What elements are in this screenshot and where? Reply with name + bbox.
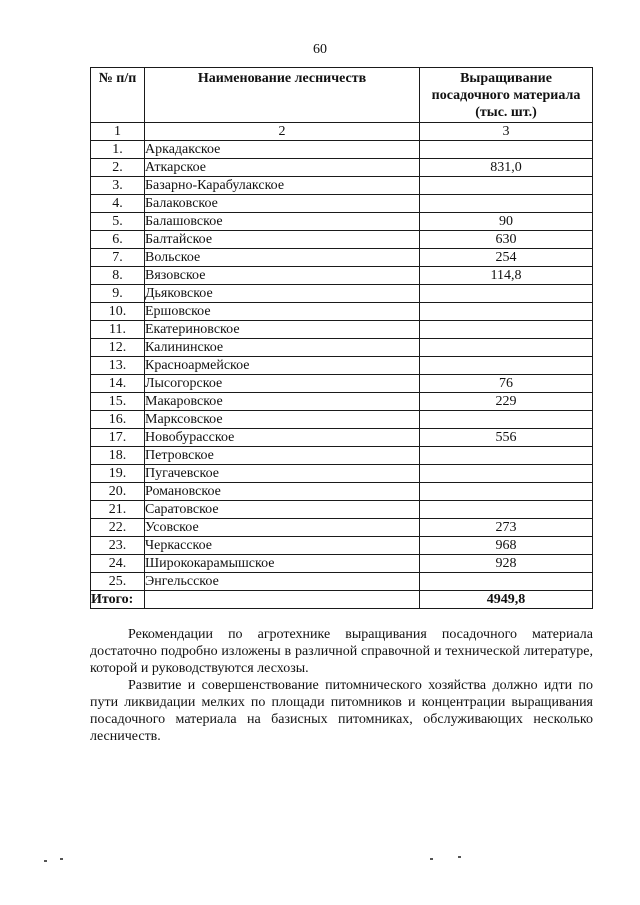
forestry-name: Лысогорское (145, 375, 420, 393)
table-header-row (91, 68, 593, 123)
forestry-name: Энгельсское (145, 573, 420, 591)
row-number: 3. (91, 177, 145, 195)
table-row (91, 501, 593, 519)
seedling-value: 254 (420, 249, 593, 267)
table-row (91, 555, 593, 573)
table-row (91, 321, 593, 339)
seedling-value (420, 285, 593, 303)
row-number: 11. (91, 321, 145, 339)
forestry-name: Екатериновское (145, 321, 420, 339)
table-row (91, 357, 593, 375)
table-row (91, 159, 593, 177)
table-row (91, 285, 593, 303)
row-number: 4. (91, 195, 145, 213)
row-number: 21. (91, 501, 145, 519)
seedling-value: 630 (420, 231, 593, 249)
total-spacer (145, 591, 420, 609)
total-label: Итого: (91, 591, 145, 609)
body-text (90, 626, 593, 745)
row-number: 7. (91, 249, 145, 267)
forestry-name: Вязовское (145, 267, 420, 285)
forestry-name: Саратовское (145, 501, 420, 519)
table-row (91, 177, 593, 195)
seedling-value (420, 195, 593, 213)
seedling-value (420, 303, 593, 321)
table-row (91, 141, 593, 159)
forestry-name: Петровское (145, 447, 420, 465)
seedling-value (420, 501, 593, 519)
forestry-name: Балашовское (145, 213, 420, 231)
seedling-value (420, 573, 593, 591)
forestry-name: Ширококарамышское (145, 555, 420, 573)
forestry-name: Базарно-Карабулакское (145, 177, 420, 195)
forestry-name: Балаковское (145, 195, 420, 213)
seedling-value: 968 (420, 537, 593, 555)
table-row (91, 195, 593, 213)
forestry-name: Черкасское (145, 537, 420, 555)
row-number: 12. (91, 339, 145, 357)
seedling-value (420, 321, 593, 339)
paragraph: Развитие и совершенствование питомнического хозяйства должно идти по пути ликвидации мелких по площади питомников и концентрации выращивания посадочного материала на базисных питомниках, обслуживающих несколько лесничеств. (90, 678, 593, 744)
seedling-value (420, 411, 593, 429)
seedling-value (420, 465, 593, 483)
seedling-value: 229 (420, 393, 593, 411)
page-number: 60 (313, 42, 327, 57)
header-name: Наименование лесничеств (145, 68, 420, 123)
seedling-value (420, 483, 593, 501)
table-row (91, 375, 593, 393)
table-row (91, 483, 593, 501)
scan-artifact (44, 860, 47, 862)
scan-artifact (60, 858, 63, 860)
table-row (91, 519, 593, 537)
forestry-name: Марксовское (145, 411, 420, 429)
forestry-name: Макаровское (145, 393, 420, 411)
table-row (91, 231, 593, 249)
seedling-value: 928 (420, 555, 593, 573)
table-row (91, 303, 593, 321)
forestry-name: Аркадакское (145, 141, 420, 159)
forestry-name: Пугачевское (145, 465, 420, 483)
forestry-name: Калининское (145, 339, 420, 357)
row-number: 6. (91, 231, 145, 249)
forestry-name: Балтайское (145, 231, 420, 249)
table-row (91, 411, 593, 429)
table-row (91, 447, 593, 465)
table-row (91, 267, 593, 285)
table-row (91, 213, 593, 231)
column-index-cell: 2 (145, 123, 420, 141)
seedling-value: 90 (420, 213, 593, 231)
column-index-row (91, 123, 593, 141)
forestry-name: Романовское (145, 483, 420, 501)
row-number: 5. (91, 213, 145, 231)
row-number: 10. (91, 303, 145, 321)
forestry-name: Новобурасское (145, 429, 420, 447)
row-number: 16. (91, 411, 145, 429)
row-number: 2. (91, 159, 145, 177)
row-number: 15. (91, 393, 145, 411)
forestry-table (90, 67, 593, 609)
row-number: 23. (91, 537, 145, 555)
column-index-cell: 3 (420, 123, 593, 141)
forestry-name: Ершовское (145, 303, 420, 321)
table-row (91, 393, 593, 411)
row-number: 18. (91, 447, 145, 465)
total-value: 4949,8 (420, 591, 593, 609)
seedling-value (420, 141, 593, 159)
seedling-value: 831,0 (420, 159, 593, 177)
table-body (91, 123, 593, 591)
row-number: 9. (91, 285, 145, 303)
header-value: Выращивание посадочного материала (тыс. шт.) (420, 68, 593, 123)
table-row (91, 465, 593, 483)
total-row (91, 591, 593, 609)
seedling-value (420, 357, 593, 375)
table-row (91, 429, 593, 447)
forestry-name: Аткарское (145, 159, 420, 177)
table-row (91, 339, 593, 357)
row-number: 14. (91, 375, 145, 393)
seedling-value: 273 (420, 519, 593, 537)
forestry-name: Усовское (145, 519, 420, 537)
header-number: № п/п (91, 68, 145, 123)
paragraph: Рекомендации по агротехнике выращивания посадочного материала достаточно подробно изложены в различной справочной и технической литературе, которой и руководствуются лесхозы. (90, 627, 593, 676)
table-row (91, 537, 593, 555)
row-number: 25. (91, 573, 145, 591)
table-row (91, 573, 593, 591)
seedling-value: 114,8 (420, 267, 593, 285)
row-number: 13. (91, 357, 145, 375)
row-number: 8. (91, 267, 145, 285)
forestry-name: Дьяковское (145, 285, 420, 303)
forestry-name: Вольское (145, 249, 420, 267)
seedling-value: 76 (420, 375, 593, 393)
row-number: 1. (91, 141, 145, 159)
row-number: 24. (91, 555, 145, 573)
row-number: 17. (91, 429, 145, 447)
forestry-name: Красноармейское (145, 357, 420, 375)
seedling-value (420, 339, 593, 357)
scan-artifact (430, 858, 433, 860)
seedling-value: 556 (420, 429, 593, 447)
table-row (91, 249, 593, 267)
seedling-value (420, 177, 593, 195)
column-index-cell: 1 (91, 123, 145, 141)
row-number: 19. (91, 465, 145, 483)
row-number: 22. (91, 519, 145, 537)
row-number: 20. (91, 483, 145, 501)
scan-artifact (458, 856, 461, 858)
seedling-value (420, 447, 593, 465)
